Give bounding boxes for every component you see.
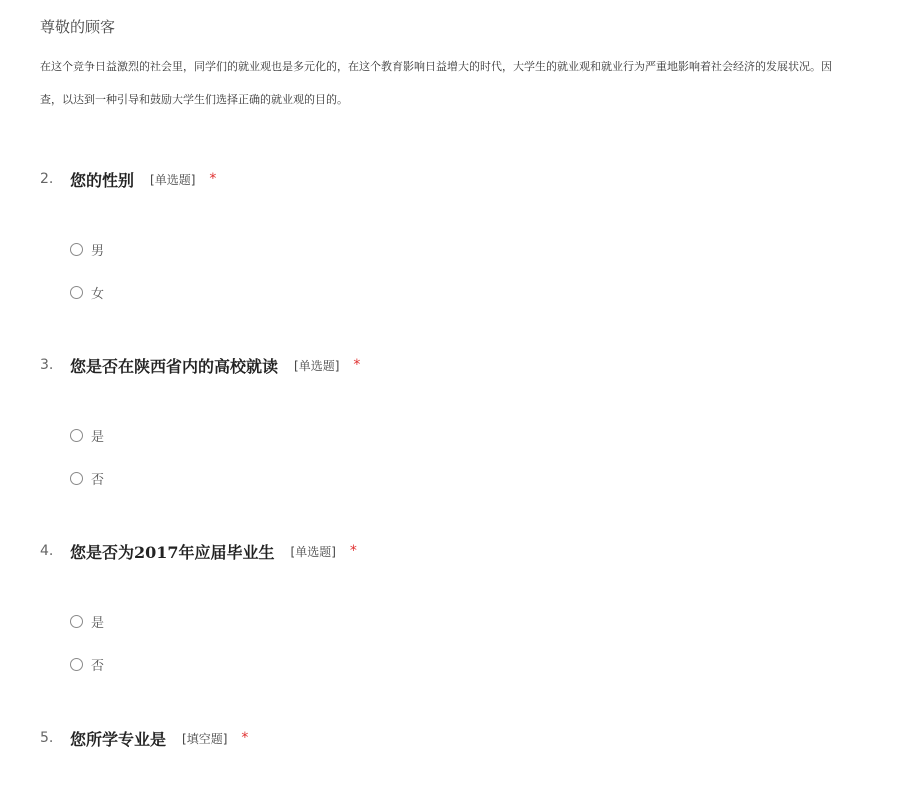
intro-text-line-2: 查，以达到一种引导和鼓励大学生们选择正确的就业观的目的。 [40, 93, 348, 106]
option-female[interactable] [70, 283, 104, 301]
option-no[interactable] [70, 655, 104, 673]
option-label: 男 [91, 243, 105, 259]
question-4-header [40, 539, 357, 563]
intro-text-line-1: 在这个竞争日益激烈的社会里，同学们的就业观也是多元化的，在这个教育影响日益增大的时代，大学生的就业观和就业行为严重地影响着社会经济的发展状况。因 [40, 60, 832, 73]
question-type: [填空题] [182, 731, 228, 746]
question-number: 2. [40, 171, 54, 187]
question-type: [单选题] [294, 358, 340, 373]
required-mark: * [349, 543, 357, 559]
option-yes[interactable] [70, 426, 104, 444]
question-number: 5. [40, 730, 54, 746]
option-male[interactable] [70, 240, 104, 258]
radio-button[interactable] [70, 615, 83, 628]
option-label: 是 [91, 429, 105, 445]
radio-button[interactable] [70, 429, 83, 442]
question-type: [单选题] [150, 172, 196, 187]
option-label: 否 [91, 658, 105, 674]
greeting-heading: 尊敬的顾客 [40, 18, 116, 36]
radio-button[interactable] [70, 243, 83, 256]
required-mark: * [241, 730, 249, 746]
question-number: 4. [40, 543, 54, 559]
question-type: [单选题] [290, 544, 336, 559]
question-title: 您的性别 [70, 170, 135, 190]
option-yes[interactable] [70, 612, 104, 630]
option-label: 女 [91, 286, 105, 302]
question-title: 您是否在陕西省内的高校就读 [70, 356, 279, 376]
question-5-header [40, 726, 248, 750]
radio-button[interactable] [70, 658, 83, 671]
radio-button[interactable] [70, 286, 83, 299]
option-label: 否 [91, 472, 105, 488]
required-mark: * [353, 357, 361, 373]
option-label: 是 [91, 615, 105, 631]
question-number: 3. [40, 357, 54, 373]
question-3-header [40, 353, 360, 377]
option-no[interactable] [70, 469, 104, 487]
radio-button[interactable] [70, 472, 83, 485]
required-mark: * [209, 171, 217, 187]
question-title: 您是否为2017年应届毕业生 [70, 542, 275, 562]
question-2-header [40, 167, 216, 191]
question-title: 您所学专业是 [70, 729, 167, 749]
